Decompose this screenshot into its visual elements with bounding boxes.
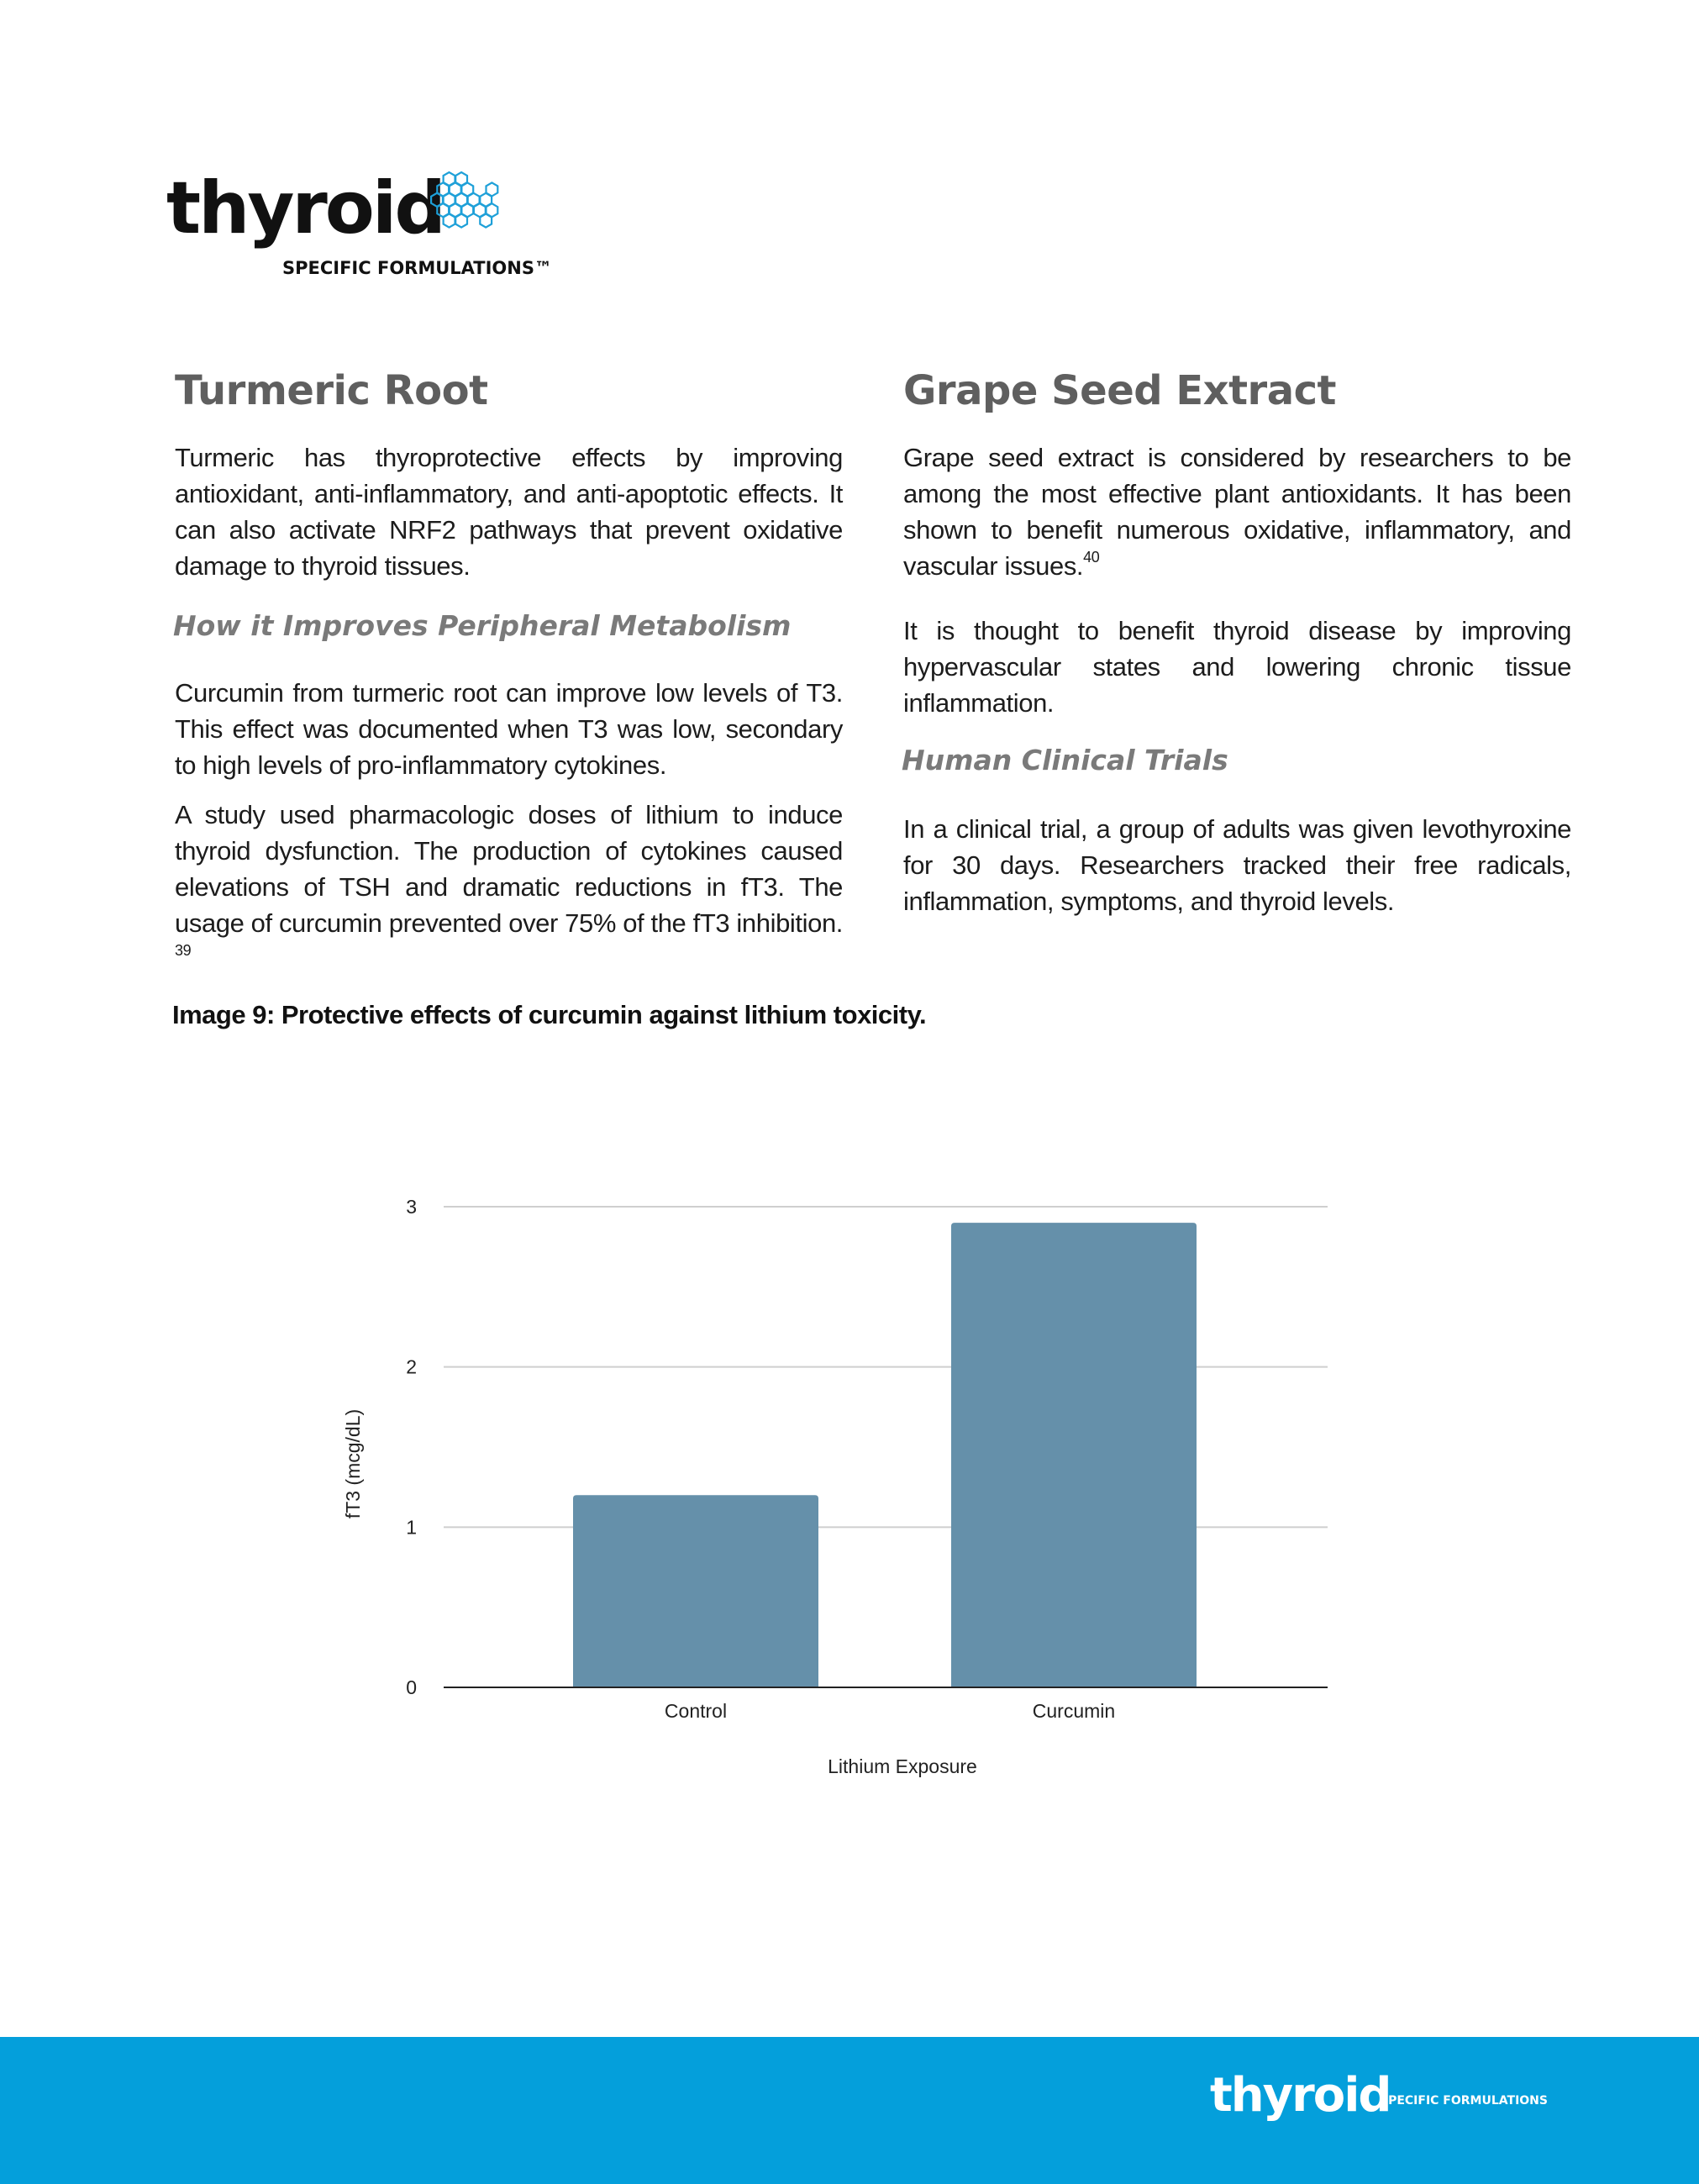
reference-39: 39 [175, 941, 192, 959]
hex-cell [455, 214, 467, 228]
ft3-bar-chart [319, 1176, 1361, 1815]
bar-control [573, 1495, 818, 1687]
turmeric-title: Turmeric Root [175, 367, 488, 414]
right-column [902, 357, 1571, 916]
left-column [173, 357, 843, 959]
grape-seed-intro-text: Grape seed extract is considered by researchers to be among the most effective plant antioxidants. It has been shown to benefit numerous oxidative, inflammatory, and vascular issues. [903, 443, 1571, 581]
brand-logo [166, 166, 552, 282]
footer-logo-wordmark: thyroid [1210, 2068, 1391, 2123]
x-axis-label: Lithium Exposure [828, 1755, 977, 1777]
lithium-study-paragraph [175, 797, 843, 977]
footer-band [0, 2037, 1699, 2184]
x-tick-label: Control [664, 1700, 728, 1722]
hex-cell [444, 214, 455, 228]
turmeric-intro: Turmeric has thyroprotective effects by improving antioxidant, anti-inflammatory, and anti-apoptotic effects. It can also activate NRF2 pathways that prevent oxidative damage to thyroid tissues. [175, 443, 843, 581]
logo-wordmark: thyroid [166, 166, 444, 250]
curcumin-t3-paragraph: Curcumin from turmeric root can improve low levels of T3. This effect was documented when T3 was low, secondary to high levels of pro-inflammatory cytokines. [175, 678, 843, 780]
footer-logo-tagline: SPECIFIC FORMULATIONS [1380, 2094, 1548, 2108]
y-tick-label: 0 [406, 1676, 417, 1698]
figure-caption: Image 9: Protective effects of curcumin against lithium toxicity. [172, 1000, 927, 1029]
x-tick-label: Curcumin [1032, 1700, 1116, 1722]
y-axis-label: fT3 (mcg/dL) [342, 1408, 364, 1519]
y-tick-label: 3 [406, 1196, 417, 1218]
y-tick-label: 1 [406, 1516, 417, 1539]
grape-seed-intro [903, 439, 1571, 584]
thyroid-benefit-paragraph: It is thought to benefit thyroid disease by improving hypervascular states and lowering chronic tissue inflammation. [903, 616, 1571, 718]
peripheral-metabolism-heading: How it Improves Peripheral Metabolism [173, 609, 792, 642]
hex-cell [480, 214, 492, 228]
grape-seed-title: Grape Seed Extract [903, 367, 1336, 414]
reference-40: 40 [1083, 548, 1100, 566]
clinical-trials-heading: Human Clinical Trials [902, 744, 1228, 776]
y-tick-label: 2 [406, 1355, 417, 1378]
bar-curcumin [951, 1223, 1197, 1687]
logo-tagline: SPECIFIC FORMULATIONS™ [282, 258, 552, 278]
clinical-trial-paragraph: In a clinical trial, a group of adults was given levothyroxine for 30 days. Researchers tracked their free radicals, inflammation, symptoms, and thyroid levels. [903, 814, 1571, 916]
lithium-study-text: A study used pharmacologic doses of lithium to induce thyroid dysfunction. The production of cytokines caused elevations of TSH and dramatic reductions in fT3. The usage of curcumin prevented over 75% of the fT3 inhibition. [175, 800, 843, 938]
honeycomb-logo-icon [427, 171, 534, 251]
